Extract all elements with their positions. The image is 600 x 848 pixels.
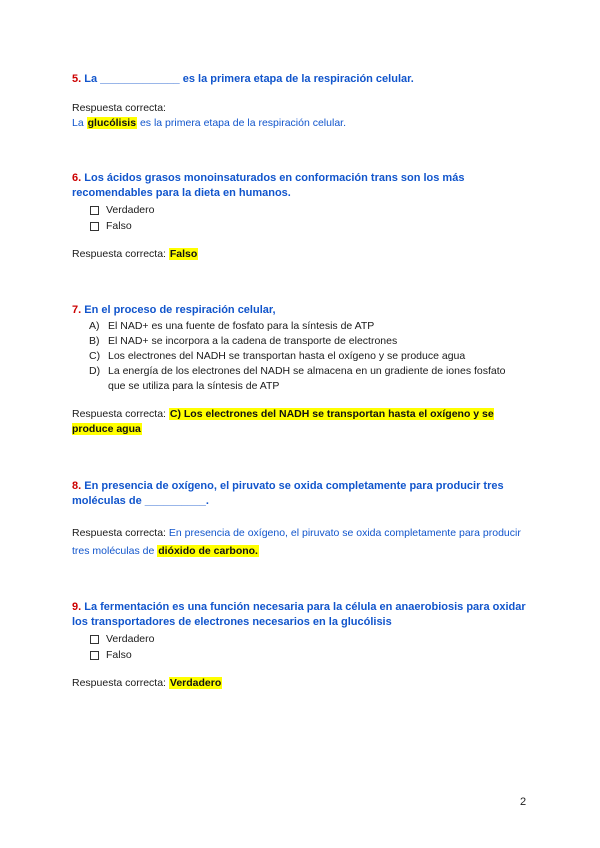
checkbox[interactable] (90, 651, 99, 660)
answer-pre: En presencia de oxígeno, el piruvato se oxida completamente para producir tres moléculas de (72, 527, 521, 557)
question-statement: En el proceso de respiración celular, (84, 304, 276, 316)
question-statement: La _____________ es la primera etapa de la respiración celular. (84, 73, 414, 85)
option-b (89, 334, 532, 349)
question-7-text (72, 303, 532, 318)
question-statement: La fermentación es una función necesaria para la célula en anaerobiosis para oxidar los transportadores de electrones necesarios en la glucólisis (72, 601, 526, 628)
question-7 (72, 303, 532, 437)
answer-label: Respuesta correcta: (72, 248, 169, 260)
option-d (89, 364, 532, 394)
option-label: Verdadero (106, 204, 155, 216)
answer-line (72, 523, 532, 559)
question-6-text (72, 171, 532, 201)
answer-line (72, 247, 532, 262)
checkbox[interactable] (90, 222, 99, 231)
question-9 (72, 600, 532, 691)
question-statement: Los ácidos grasos monoinsaturados en conformación trans son los más recomendables para la dieta en humanos. (72, 172, 465, 199)
question-8-text (72, 479, 532, 509)
page-number: 2 (520, 796, 527, 808)
options-list (89, 319, 532, 394)
answer-label: Respuesta correcta: (72, 677, 169, 689)
answer-highlight: C) Los electrones del NADH se transportan hasta el oxígeno y se produce agua (72, 408, 494, 435)
question-5 (72, 72, 532, 131)
option-label: Verdadero (106, 633, 155, 645)
answer-highlight: glucólisis (87, 117, 137, 129)
option-label: Falso (106, 649, 132, 661)
question-number: 7. (72, 304, 82, 316)
answer-label: Respuesta correcta: (72, 527, 169, 539)
option-key: C) (89, 350, 101, 362)
question-9-text (72, 600, 532, 630)
question-5-text (72, 72, 532, 87)
document-page (72, 72, 532, 691)
options-list (90, 631, 532, 663)
answer-line (72, 407, 532, 437)
answer-pre: La (72, 117, 87, 129)
question-number: 5. (72, 73, 82, 85)
option-key: A) (89, 320, 100, 332)
option-a (89, 319, 532, 334)
question-6 (72, 171, 532, 262)
option-key: B) (89, 335, 100, 347)
option-label: Falso (106, 220, 132, 232)
option-key: D) (89, 365, 101, 377)
option-text: El NAD+ se incorpora a la cadena de transporte de electrones (108, 335, 398, 347)
answer-line (72, 676, 532, 691)
option-text: La energía de los electrones del NADH se almacena en un gradiente de iones fosfato que se utiliza para la síntesis de ATP (108, 365, 506, 392)
option-text: Los electrones del NADH se transportan hasta el oxígeno y se produce agua (108, 350, 466, 362)
answer-highlight: Verdadero (169, 677, 222, 689)
answer-post: es la primera etapa de la respiración celular. (137, 117, 346, 129)
option-falso[interactable] (90, 647, 532, 663)
answer-label: Respuesta correcta: (72, 408, 169, 420)
answer-text (72, 116, 532, 131)
option-verdadero[interactable] (90, 202, 532, 218)
answer-highlight: dióxido de carbono. (158, 545, 258, 557)
checkbox[interactable] (90, 206, 99, 215)
option-text: El NAD+ es una fuente de fosfato para la síntesis de ATP (108, 320, 375, 332)
option-verdadero[interactable] (90, 631, 532, 647)
question-number: 8. (72, 480, 82, 492)
question-number: 9. (72, 601, 82, 613)
question-statement: En presencia de oxígeno, el piruvato se oxida completamente para producir tres moléculas de __________. (72, 480, 504, 507)
option-c (89, 349, 532, 364)
answer-label: Respuesta correcta: (72, 102, 166, 114)
checkbox[interactable] (90, 635, 99, 644)
answer-highlight: Falso (169, 248, 198, 260)
question-number: 6. (72, 172, 82, 184)
options-list (90, 202, 532, 234)
question-8 (72, 479, 532, 559)
option-falso[interactable] (90, 218, 532, 234)
